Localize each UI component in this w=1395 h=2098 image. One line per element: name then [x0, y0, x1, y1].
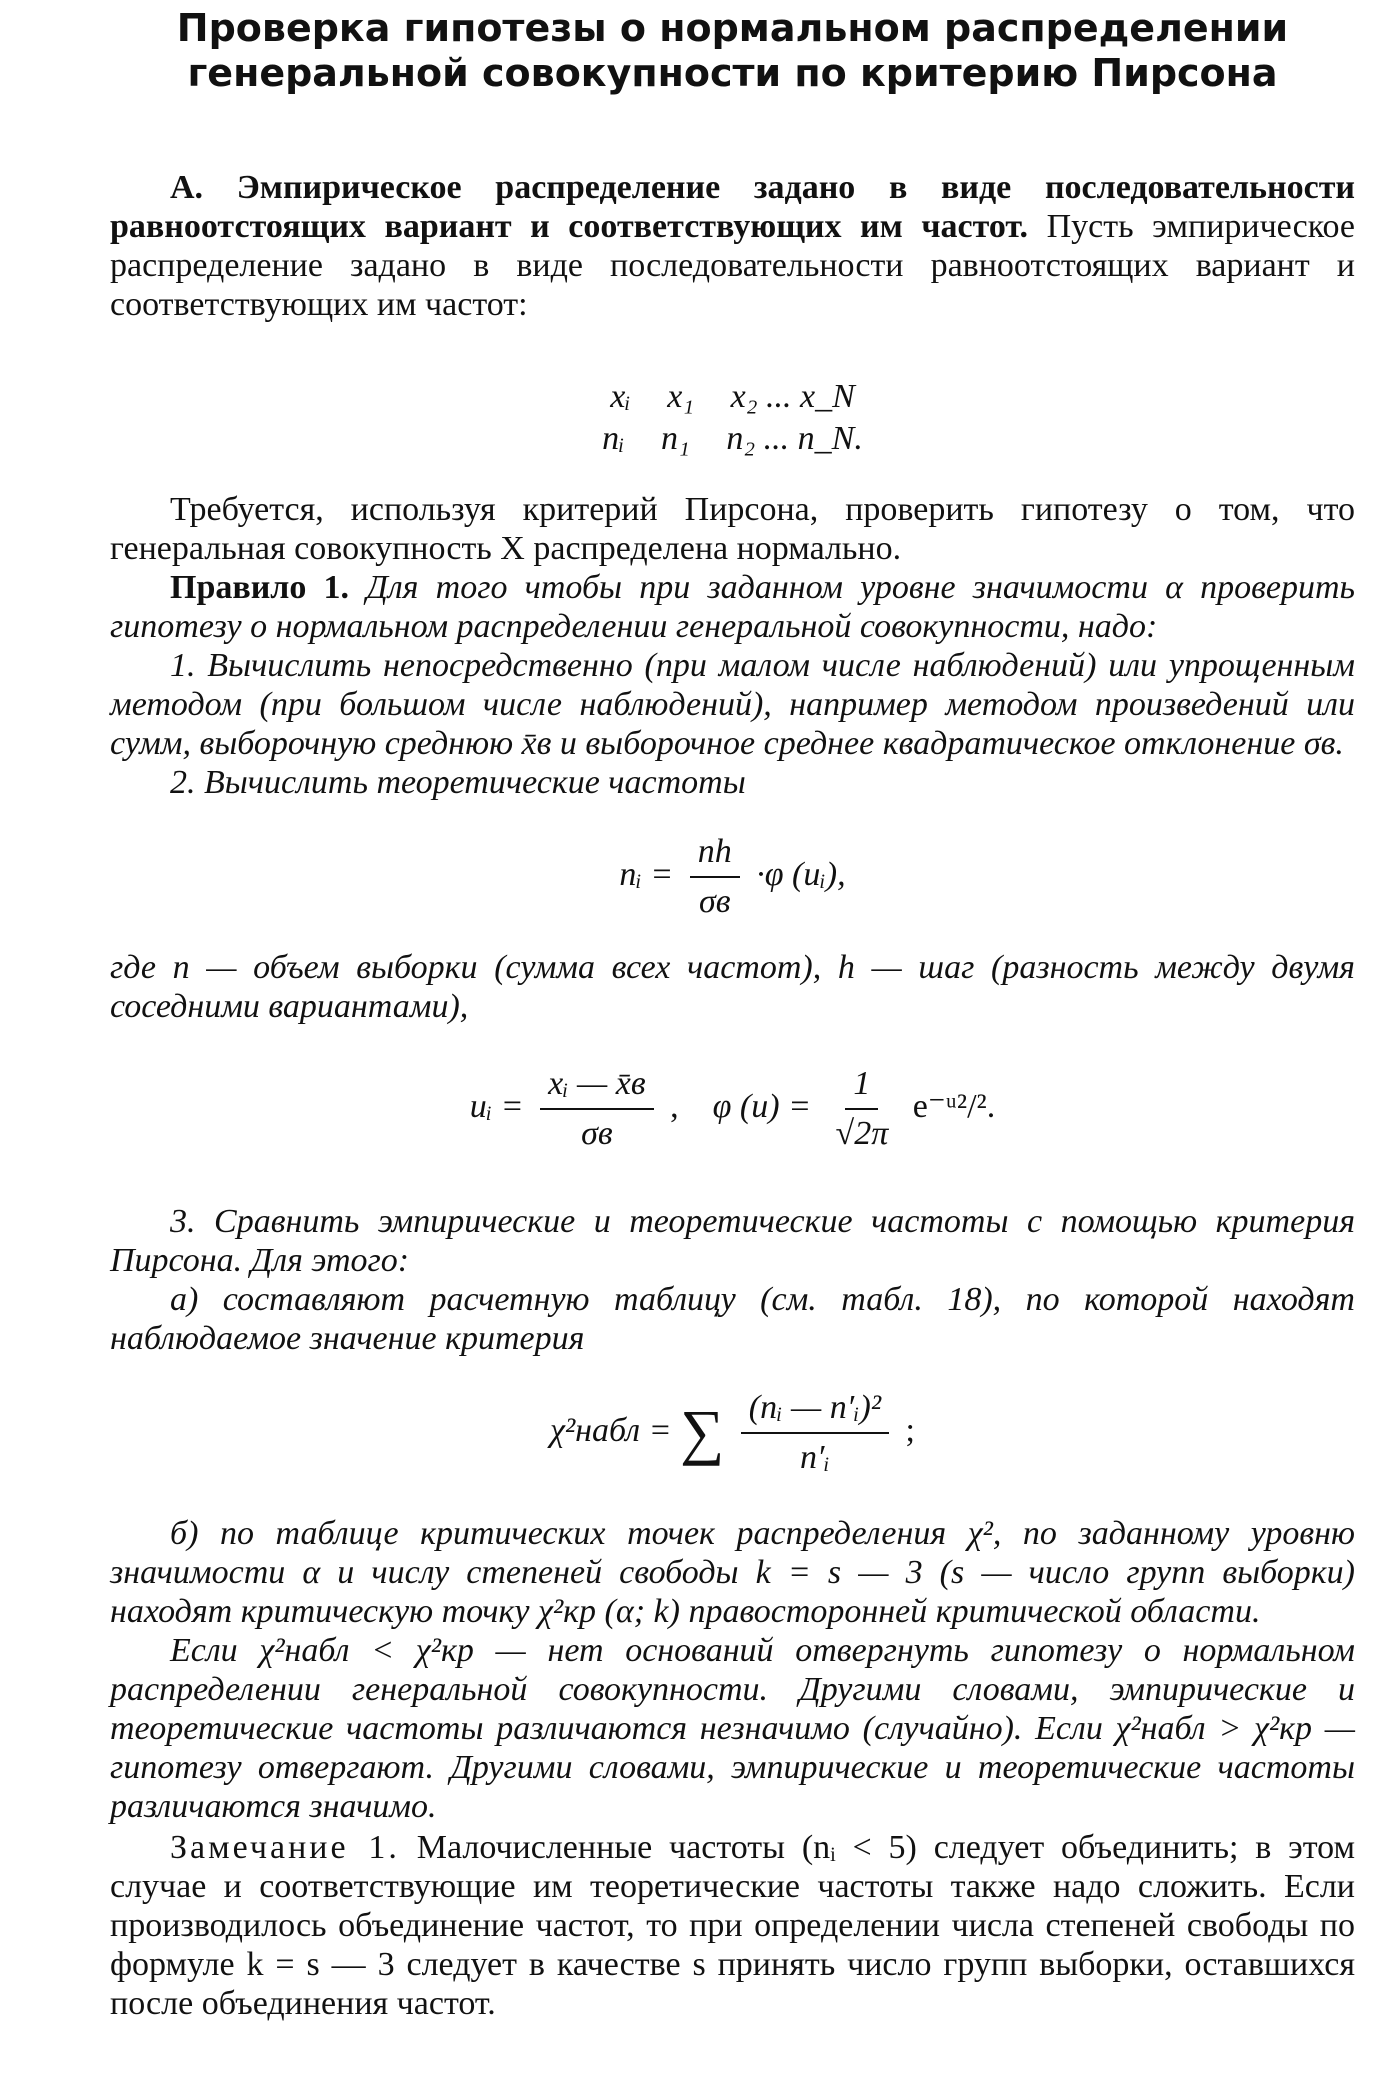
conclusion-paragraph: Если χ²набл < χ²кр — нет оснований отвергнуть гипотезу о нормальном распределении генеральной совокупности. Другими словами, эмпирические и теоретические частоты различаются незначимо (случайно). Если χ²набл > χ²кр — гипотезу отвергают. Другими словами, эмпирические и теоретические частоты различаются значимо.	[110, 1632, 1355, 1825]
step-3-paragraph: 3. Сравнить эмпирические и теоретические частоты с помощью критерия Пирсона. Для этого:	[110, 1203, 1355, 1279]
formula-2-lhs-phi: φ (u) =	[712, 1087, 812, 1125]
variants-row-n	[110, 418, 1355, 460]
formula-1-fraction	[690, 832, 740, 922]
page-title	[110, 0, 1355, 96]
rule-1-label: Правило 1.	[170, 569, 350, 606]
section-a-text: Пусть эмпирическое распределение задано в виде последовательности равноотстоящих вариант и соответствующих им частот:	[110, 208, 1356, 323]
formula-2-phi-denominator: √2π	[835, 1115, 889, 1152]
variants-row-x	[110, 376, 1355, 418]
formula-2-u-fraction	[540, 1064, 654, 1154]
formula-2-u-numerator: xᵢ — x̄в	[540, 1064, 654, 1110]
where-paragraph: где n — объем выборки (сумма всех частот), h — шаг (разность между двумя соседними вариантами),	[110, 949, 1355, 1025]
step-2-paragraph: 2. Вычислить теоретические частоты	[170, 764, 746, 801]
rule-1-text: Для того чтобы при заданном уровне значимости α проверить гипотезу о нормальном распределении генеральной совокупности, надо:	[110, 569, 1355, 645]
step-1-paragraph: 1. Вычислить непосредственно (при малом числе наблюдений) или упрощенным методом (при большом числе наблюдений), например методом произведений или сумм, выборочную среднюю x̄в и выборочное среднее квадратическое отклонение σв.	[110, 647, 1355, 762]
frequency-cell: nᵢ	[602, 420, 625, 457]
title-line-1: Проверка гипотезы о нормальном распределении	[176, 6, 1289, 50]
formula-3-denominator: n′ᵢ	[799, 1439, 830, 1476]
frequency-cell: n₁	[661, 420, 690, 457]
formula-1-numerator: nh	[690, 832, 740, 878]
variant-cell: x₂ ... x_N	[730, 378, 855, 415]
formula-1-rhs: ·φ (uᵢ),	[756, 855, 846, 893]
title-line-2: генеральной совокупности по критерию Пирсона	[187, 51, 1278, 95]
step-3b-paragraph: б) по таблице критических точек распределения χ², по заданному уровню значимости α и числу степеней свободы k = s — 3 (s — число групп выборки) находят критическую точку χ²кр (α; k) правосторонней критической области.	[110, 1515, 1355, 1630]
section-a-label: А. Эмпирическое распределение задано в виде последовательности равноотстоящих вариант и соответствующих им частот.	[110, 169, 1355, 245]
formula-2-separator: ,	[670, 1087, 679, 1125]
formula-chi-square	[110, 1388, 1355, 1478]
formula-1-lhs: nᵢ =	[619, 855, 674, 893]
formula-2-lhs-u: uᵢ =	[469, 1087, 524, 1125]
formula-2-exponent: e⁻ᵘ²/².	[912, 1087, 996, 1125]
variant-cell: xᵢ	[610, 378, 631, 415]
formula-3-fraction	[741, 1388, 889, 1478]
formula-3-rhs: ;	[905, 1411, 915, 1449]
formula-theoretical-frequency	[110, 832, 1355, 922]
remark-1-paragraph	[110, 1828, 1355, 2023]
formula-2-phi-numerator: 1	[845, 1064, 878, 1110]
remark-1-text: Малочисленные частоты (nᵢ < 5) следует объединить; в этом случае и соответствующие им теоретические частоты также надо сложить. Если производилось объединение частот, то при определении числа степеней свободы по формуле k = s — 3 следует в качестве s принять число групп выборки, оставшихся после объединения частот.	[110, 1829, 1355, 2022]
formula-3-numerator: (nᵢ — n′ᵢ)²	[741, 1388, 889, 1434]
formula-u-and-phi	[110, 1064, 1355, 1154]
frequency-cell: n₂ ... n_N.	[726, 420, 863, 457]
formula-1-denominator: σв	[698, 883, 731, 920]
variant-cell: x₁	[667, 378, 695, 415]
step-3a-paragraph: а) составляют расчетную таблицу (см. табл. 18), по которой находят наблюдаемое значение критерия	[110, 1281, 1355, 1357]
variants-table	[110, 376, 1355, 460]
remark-1-label: Замечание 1.	[170, 1829, 400, 1866]
requirement-paragraph: Требуется, используя критерий Пирсона, проверить гипотезу о том, что генеральная совокупность X распределена нормально.	[110, 491, 1355, 567]
sum-symbol: ∑	[680, 1398, 725, 1467]
section-a-paragraph	[110, 168, 1355, 324]
formula-3-lhs: χ²набл =	[550, 1411, 672, 1449]
formula-2-u-denominator: σв	[581, 1115, 613, 1152]
formula-2-phi-fraction	[828, 1064, 897, 1154]
rule-1-paragraph	[110, 568, 1355, 646]
